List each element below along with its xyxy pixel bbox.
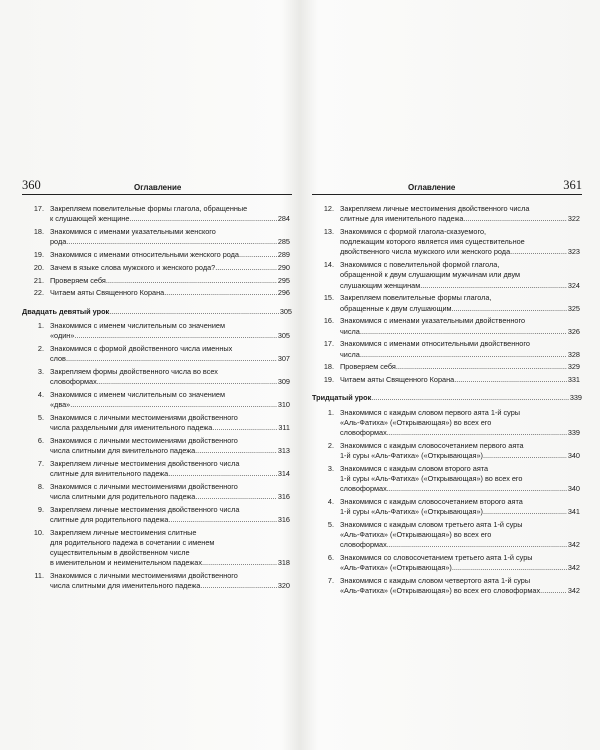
toc-entry-text: числа [340, 349, 360, 359]
toc-dot-leader [510, 247, 567, 257]
toc-entry-text: подлежащим которого является имя существительное [340, 237, 525, 247]
toc-entry-number: 1. [37, 320, 44, 330]
toc-entry-number: 1. [327, 407, 334, 417]
toc-entry-line [50, 505, 290, 515]
toc-entry-text: Знакомимся со словосочетанием третьего аята 1-й суры [340, 553, 533, 563]
toc-entry [312, 520, 582, 551]
toc-entry-text: «Аль-Фатиха» («Открывающая») [340, 563, 452, 573]
toc-entry-line [340, 204, 580, 214]
toc-entry-line [340, 260, 580, 270]
toc-entry-page: 340 [567, 451, 580, 461]
toc-entry-line [340, 418, 580, 428]
toc-entry-line [340, 553, 580, 563]
toc-entry-number: 17. [33, 204, 44, 213]
toc-entry-page: 340 [567, 484, 580, 494]
toc-entry-text: Знакомимся с повелительной формой глагола, [340, 260, 500, 270]
toc-entry-text: Знакомимся с именами относительными двойственного [340, 339, 530, 349]
toc-entry-page: 290 [277, 262, 290, 272]
toc-dot-leader [200, 581, 276, 591]
toc-entry-text: слов [50, 354, 66, 363]
toc-entry-number: 13. [323, 227, 334, 236]
toc-entry-number: 20. [33, 262, 44, 272]
toc-entry-text: числа слитными для родительного падежа [50, 492, 196, 501]
toc-entry-page: 328 [567, 349, 580, 359]
toc-entry-number: 2. [327, 440, 334, 450]
toc-dot-leader [360, 350, 567, 360]
toc-entry [22, 227, 292, 247]
toc-entry-text: «Аль-Фатиха» («Открывающая») во всех его [340, 417, 492, 427]
toc-dot-leader [66, 237, 277, 247]
toc-entry-number: 5. [327, 520, 334, 530]
toc-entry [22, 321, 292, 341]
toc-entry-text: Знакомимся с формой двойственного числа именных [50, 343, 233, 353]
toc-entry [22, 367, 292, 387]
toc-entry [312, 293, 582, 313]
toc-entry-line [50, 515, 290, 525]
toc-dot-leader [70, 400, 277, 410]
toc-dot-leader [387, 428, 567, 438]
toc-entry-page: 342 [567, 563, 580, 573]
lesson-heading-line [22, 307, 292, 317]
toc-entry-line [340, 237, 580, 247]
toc-entry-line [340, 520, 580, 530]
toc-entry-line [50, 413, 290, 423]
toc-entry [312, 227, 582, 258]
toc-entry-line [50, 571, 290, 581]
toc-entry-page: 316 [277, 515, 290, 524]
toc-entry [312, 464, 582, 495]
toc-entry-page: 305 [277, 331, 290, 340]
left-toc [22, 204, 292, 592]
lesson-page: 339 [569, 393, 582, 403]
toc-entry-line [50, 581, 290, 591]
toc-dot-leader [195, 492, 276, 502]
toc-entry-text: Закрепляем личные местоимения слитные [50, 527, 197, 537]
toc-entry-text: к слушающей женщине [50, 214, 130, 224]
toc-entry-text: «Аль-Фатиха» («Открывающая») во всех его [340, 530, 492, 540]
toc-entry-line [50, 400, 290, 410]
toc-entry-line [340, 586, 580, 596]
toc-dot-leader [239, 250, 277, 260]
toc-entry-page: 313 [277, 446, 290, 455]
toc-entry-page: 311 [278, 423, 290, 432]
toc-entry-text: Знакомимся с именем числительным со значением [50, 389, 225, 399]
toc-entry-text: Знакомимся с личными местоимениями двойственного [50, 571, 238, 581]
toc-entry [312, 204, 582, 224]
right-header-title: Оглавление [408, 183, 456, 192]
toc-dot-leader [452, 563, 567, 573]
toc-entry-line [340, 316, 580, 326]
toc-entry-number: 3. [37, 366, 44, 376]
toc-dot-leader [540, 586, 567, 596]
toc-entry-text: Проверяем себя [340, 362, 396, 372]
right-toc [312, 204, 582, 597]
toc-entry-number: 9. [37, 504, 44, 514]
toc-entry-line [340, 327, 580, 337]
toc-entry-text: Знакомимся с личными местоимениями двойственного [50, 481, 238, 491]
toc-entry-page: 307 [277, 354, 290, 363]
toc-entry-line [50, 227, 290, 237]
left-header-title: Оглавление [134, 183, 182, 192]
toc-entry-text: «два» [50, 400, 71, 409]
toc-entry-text: числа слитными для именительного падежа [50, 581, 201, 591]
right-running-header [312, 176, 582, 195]
toc-entry-line [50, 423, 290, 433]
toc-entry-text: «Аль-Фатиха» («Открывающая») во всех его словоформах [340, 586, 541, 596]
toc-entry-page: 309 [277, 377, 290, 386]
toc-entry [22, 528, 292, 569]
toc-entry-text: рода [50, 237, 67, 247]
toc-entry-text: слитные для родительного падежа [50, 515, 169, 524]
toc-entry-page: 326 [567, 326, 580, 336]
toc-entry-line [340, 497, 580, 507]
toc-entry-text: слитные для винительного падежа [50, 469, 169, 478]
toc-entry-text: обращенной к двум слушающим мужчинам или двум [340, 270, 521, 280]
toc-entry-text: существительным в двойственном числе [50, 548, 190, 558]
toc-entry-page: 314 [277, 469, 290, 478]
toc-dot-leader [387, 484, 567, 494]
lesson-heading [312, 393, 582, 403]
toc-entry-text: словоформах [50, 377, 97, 386]
lesson-title: Тридцатый урок [312, 393, 372, 403]
lesson-heading-line [312, 393, 582, 403]
toc-entry-line [340, 474, 580, 484]
toc-entry [22, 436, 292, 456]
lesson-page: 305 [279, 306, 292, 316]
toc-entry-line [50, 482, 290, 492]
toc-entry-text: Знакомимся с каждым словосочетанием второго аята [340, 497, 523, 507]
toc-entry [22, 459, 292, 479]
toc-entry-line [340, 464, 580, 474]
toc-entry-line [340, 408, 580, 418]
toc-entry-line [50, 446, 290, 456]
toc-entry-line [50, 276, 290, 286]
toc-entry-number: 18. [323, 362, 334, 372]
toc-entry-line [340, 563, 580, 573]
toc-entry-line [340, 428, 580, 438]
toc-entry-number: 2. [37, 343, 44, 353]
toc-entry-text: словоформах [340, 428, 387, 438]
right-page-number: 361 [563, 178, 582, 192]
toc-entry [312, 408, 582, 439]
toc-entry-page: 285 [277, 237, 290, 247]
toc-entry-line [340, 270, 580, 280]
toc-entry-line [50, 367, 290, 377]
toc-entry-text: в именительном и неименительном падежах [50, 558, 202, 568]
toc-entry-number: 22. [33, 288, 44, 298]
toc-entry-text: Знакомимся с каждым словом четвертого аята 1-й суры [340, 576, 531, 586]
toc-entry-text: словоформах [340, 484, 387, 494]
toc-entry-line [50, 558, 290, 568]
toc-entry-line [50, 288, 290, 298]
toc-dot-leader [202, 558, 277, 568]
toc-dot-leader [97, 377, 277, 387]
toc-entry-number: 19. [33, 250, 44, 259]
toc-entry-text: слитные для именительного падежа [340, 214, 464, 224]
toc-entry-number: 19. [323, 375, 334, 385]
toc-entry-line [340, 576, 580, 586]
toc-entry-line [340, 214, 580, 224]
toc-entry [312, 553, 582, 573]
toc-entry-number: 12. [323, 204, 334, 213]
left-running-header [22, 176, 292, 195]
toc-entry [22, 250, 292, 260]
toc-dot-leader [420, 281, 567, 291]
toc-entry [312, 339, 582, 359]
toc-entry-line [340, 451, 580, 461]
toc-entry [312, 260, 582, 291]
toc-entry-line [50, 250, 290, 260]
toc-entry-line [50, 344, 290, 354]
toc-dot-leader [66, 354, 277, 364]
toc-entry [312, 441, 582, 461]
toc-entry-line [340, 375, 580, 385]
toc-entry-page: 310 [277, 400, 290, 409]
toc-dot-leader [360, 327, 567, 337]
toc-entry-line [50, 548, 290, 558]
toc-entry [312, 375, 582, 385]
toc-entry-page: 318 [277, 558, 290, 568]
toc-entry-page: 316 [277, 492, 290, 501]
toc-entry-line [340, 293, 580, 303]
toc-dot-leader [454, 375, 567, 385]
toc-entry-number: 7. [327, 576, 334, 586]
toc-entry-line [50, 538, 290, 548]
toc-entry [22, 288, 292, 298]
toc-dot-leader [452, 304, 567, 314]
toc-entry-line [50, 390, 290, 400]
right-page [312, 176, 582, 599]
toc-entry [22, 204, 292, 224]
toc-entry-page: 341 [567, 507, 580, 517]
toc-entry-line [50, 528, 290, 538]
toc-entry-number: 15. [323, 293, 334, 303]
toc-entry [22, 505, 292, 525]
toc-entry [312, 316, 582, 336]
toc-entry-text: 1-й суры «Аль-Фатиха» («Открывающая») [340, 451, 483, 461]
toc-entry-line [340, 441, 580, 451]
toc-entry-line [340, 540, 580, 550]
toc-dot-leader [483, 507, 567, 517]
toc-entry [312, 497, 582, 517]
toc-entry-line [50, 204, 290, 214]
toc-entry-text: 1-й суры «Аль-Фатиха» («Открывающая») во всех его [340, 474, 523, 484]
toc-entry-line [340, 281, 580, 291]
toc-entry-text: числа [340, 326, 360, 336]
toc-entry-text: Закрепляем повелительные формы глагола, [340, 293, 492, 303]
toc-entry-text: Закрепляем личные местоимения двойственного числа [50, 504, 240, 514]
toc-entry-text: обращенные к двум слушающим [340, 303, 452, 313]
toc-entry-text: Закрепляем личные местоимения двойственного числа [340, 204, 530, 213]
toc-entry-number: 6. [37, 435, 44, 445]
toc-entry-line [340, 350, 580, 360]
toc-entry-line [50, 354, 290, 364]
toc-entry-text: Читаем аяты Священного Корана [50, 288, 165, 298]
toc-entry-line [50, 459, 290, 469]
toc-entry-line [340, 362, 580, 372]
toc-entry-page: 284 [277, 214, 290, 224]
toc-dot-leader [483, 451, 567, 461]
toc-entry-number: 14. [323, 260, 334, 270]
toc-entry-number: 6. [327, 553, 334, 563]
toc-entry-line [340, 339, 580, 349]
left-page-number: 360 [22, 178, 41, 192]
toc-dot-leader [164, 288, 277, 298]
toc-dot-leader [74, 331, 276, 341]
toc-entry-page: 331 [567, 375, 580, 385]
toc-dot-leader [215, 263, 277, 273]
toc-entry-number: 7. [37, 458, 44, 468]
toc-entry [22, 482, 292, 502]
toc-entry-text: Знакомимся с именами относительными женского рода [50, 250, 239, 259]
toc-entry [22, 263, 292, 273]
toc-entry [22, 413, 292, 433]
toc-entry-number: 10. [33, 527, 44, 537]
toc-entry-text: Закрепляем повелительные формы глагола, обращенные [50, 204, 248, 213]
toc-entry-line [50, 321, 290, 331]
toc-entry-text: Закрепляем личные местоимения двойственного числа [50, 458, 240, 468]
toc-entry [22, 571, 292, 591]
toc-entry-page: 342 [567, 586, 580, 596]
toc-dot-leader [106, 276, 277, 286]
lesson-title: Двадцать девятый урок [22, 306, 110, 316]
toc-entry-number: 4. [327, 497, 334, 507]
toc-entry-text: Закрепляем формы двойственного числа во всех [50, 366, 218, 376]
toc-entry-line [340, 530, 580, 540]
toc-entry-text: Знакомимся с именем числительным со значением [50, 320, 225, 330]
toc-entry-page: 342 [567, 540, 580, 550]
toc-entry-page: 324 [567, 280, 580, 290]
toc-entry [312, 362, 582, 372]
toc-dot-leader [463, 214, 566, 224]
toc-entry [22, 390, 292, 410]
toc-dot-leader [109, 307, 279, 317]
toc-entry-text: слушающим женщинам [340, 280, 421, 290]
toc-entry-page: 325 [567, 303, 580, 313]
toc-entry-number: 16. [323, 316, 334, 326]
toc-entry-number: 4. [37, 389, 44, 399]
toc-entry-page: 296 [277, 288, 290, 298]
toc-entry-line [340, 304, 580, 314]
toc-entry-text: для родительного падежа в сочетании с именем [50, 538, 215, 547]
toc-dot-leader [396, 362, 567, 372]
toc-entry-text: Знакомимся с каждым словом первого аята 1-й суры [340, 407, 520, 417]
toc-entry-line [50, 214, 290, 224]
toc-entry-number: 18. [33, 227, 44, 236]
toc-entry-number: 17. [323, 339, 334, 349]
toc-entry-line [340, 484, 580, 494]
toc-dot-leader [212, 423, 277, 433]
toc-entry-text: Знакомимся с каждым словосочетанием первого аята [340, 440, 524, 450]
toc-entry-text: Проверяем себя [50, 275, 106, 285]
toc-entry-text: Знакомимся с именами указательными женского [50, 227, 216, 236]
toc-entry-line [340, 227, 580, 237]
lesson-heading [22, 307, 292, 317]
toc-dot-leader [371, 393, 569, 403]
toc-entry [22, 276, 292, 286]
toc-entry-text: Читаем аяты Священного Корана [340, 375, 455, 385]
toc-entry-text: числа слитными для винительного падежа [50, 446, 196, 455]
toc-entry-line [50, 377, 290, 387]
toc-dot-leader [387, 540, 567, 550]
toc-entry-page: 295 [277, 275, 290, 285]
toc-entry-text: «один» [50, 331, 75, 340]
toc-entry-number: 11. [34, 571, 44, 581]
toc-entry-number: 21. [33, 275, 44, 285]
toc-dot-leader [168, 469, 277, 479]
toc-entry-page: 339 [567, 428, 580, 438]
toc-entry-text: Знакомимся с личными местоимениями двойственного [50, 412, 238, 422]
toc-entry-line [50, 263, 290, 273]
left-page [22, 176, 292, 594]
toc-entry-text: числа раздельными для именительного падежа [50, 423, 213, 432]
toc-dot-leader [168, 515, 276, 525]
toc-entry-page: 329 [567, 362, 580, 372]
toc-entry-text: 1-й суры «Аль-Фатиха» («Открывающая») [340, 507, 483, 517]
toc-entry-number: 8. [37, 481, 44, 491]
toc-dot-leader [129, 214, 276, 224]
toc-entry-text: Знакомимся с каждым словом второго аята [340, 463, 489, 473]
toc-entry-line [340, 247, 580, 257]
toc-entry-number: 5. [37, 412, 44, 422]
toc-entry-text: Знакомимся с каждым словом третьего аята 1-й суры [340, 520, 523, 530]
toc-entry-text: Знакомимся с формой глагола-сказуемого, [340, 227, 487, 236]
toc-entry-line [50, 237, 290, 247]
toc-entry-page: 323 [567, 247, 580, 257]
toc-entry-text: Знакомимся с именами указательными двойственного [340, 316, 526, 326]
toc-entry-line [50, 469, 290, 479]
toc-entry-number: 3. [327, 463, 334, 473]
toc-entry-text: двойственного числа мужского или женского рода [340, 247, 511, 257]
toc-entry-line [50, 492, 290, 502]
toc-entry-line [50, 331, 290, 341]
toc-entry-line [340, 507, 580, 517]
toc-entry [312, 576, 582, 596]
toc-entry-text: Знакомимся с личными местоимениями двойственного [50, 435, 238, 445]
toc-entry-line [50, 436, 290, 446]
toc-entry-text: Зачем в языке слова мужского и женского рода? [50, 262, 216, 272]
toc-dot-leader [195, 446, 277, 456]
toc-entry [22, 344, 292, 364]
toc-entry-page: 289 [277, 250, 290, 259]
toc-entry-page: 322 [567, 214, 580, 224]
toc-entry-page: 320 [277, 581, 290, 591]
toc-entry-text: словоформах [340, 540, 387, 550]
